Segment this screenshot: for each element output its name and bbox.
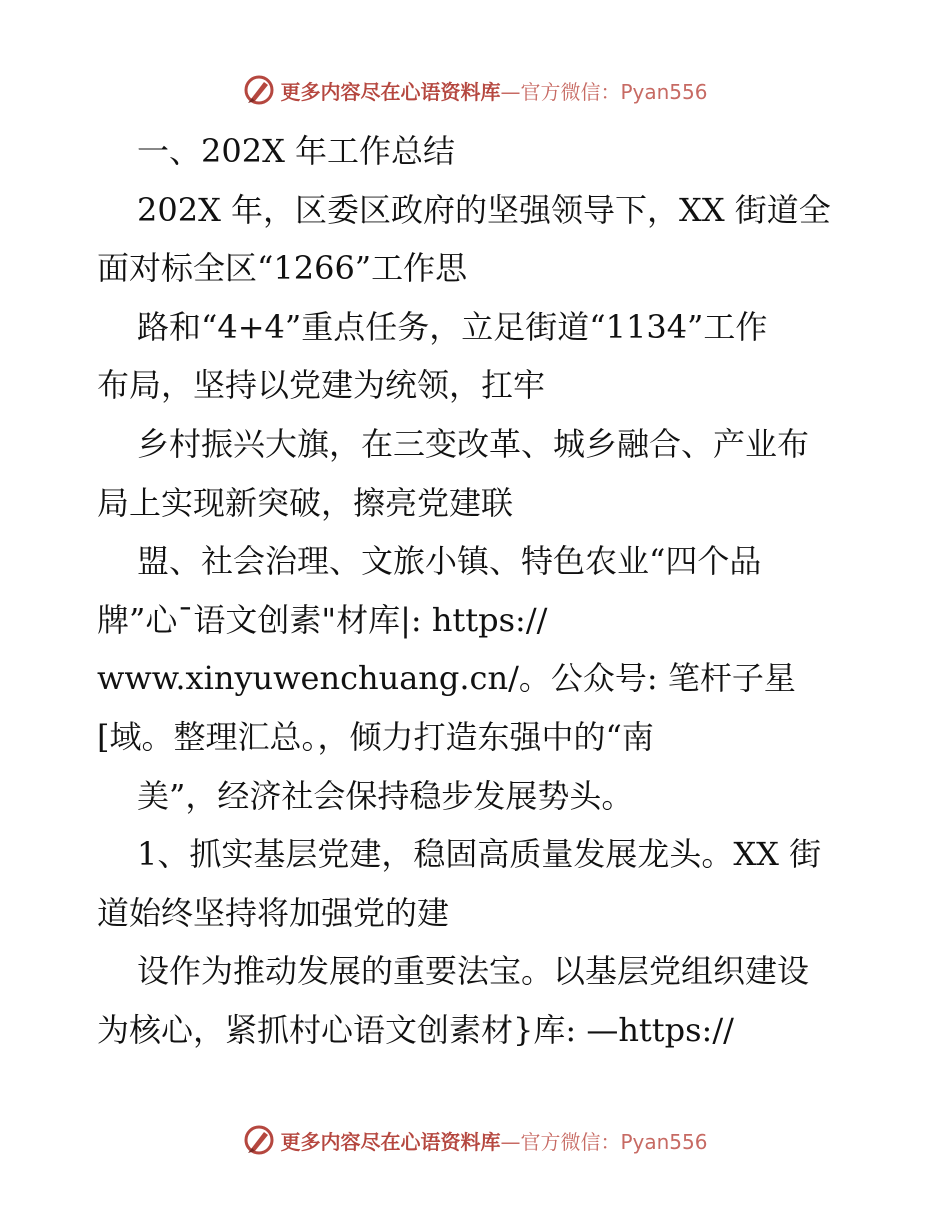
pen-circle-logo-icon [242,1123,276,1157]
paragraph-line: 盟、社会治理、文旅小镇、特色农业“四个品 [137,542,762,581]
paragraph-line: 布局，坚持以党建为统领，扛牢 [97,366,546,405]
section-heading: 一、202X 年工作总结 [137,132,456,170]
paragraph-line: 路和“4+4”重点任务，立足街道“1134”工作 [137,307,768,346]
paragraph-line: 牌”心¯语文创素"材库|: https:// [97,600,548,639]
header-banner [0,70,950,110]
paragraph-line: 面对标全区“1266”工作思 [97,249,468,288]
paragraph-line: 乡村振兴大旗，在三变改革、城乡融合、产业布 [137,424,810,463]
paragraph-line: 为核心，紧抓村心语文创素材}库: —https:// [97,1010,734,1049]
paragraph-line: 美”，经济社会保持稳步发展势头。 [137,776,634,815]
pen-circle-logo-icon [242,73,276,107]
footer-banner-text: 更多内容尽在心语资料库—官方微信：Pyan556 [280,1129,708,1154]
paragraph-line: www.xinyuwenchuang.cn/。公众号: 笔杆子星 [97,659,796,698]
paragraph-line: 设作为推动发展的重要法宝。以基层党组织建设 [137,952,810,991]
subsection-heading: 1、抓实基层党建，稳固高质量发展龙头。XX 街 [137,835,822,874]
paragraph-line: [域。整理汇总。，倾力打造东强中的“南 [97,717,654,756]
paragraph-line: 道始终坚持将加强党的建 [97,893,450,932]
header-banner-text: 更多内容尽在心语资料库—官方微信：Pyan556 [280,79,708,104]
document-body [97,122,867,1060]
paragraph-line: 局上实现新突破，擦亮党建联 [97,483,514,522]
footer-banner [0,1120,950,1160]
paragraph-line: 202X 年，区委区政府的坚强领导下，XX 街道全 [137,190,831,229]
